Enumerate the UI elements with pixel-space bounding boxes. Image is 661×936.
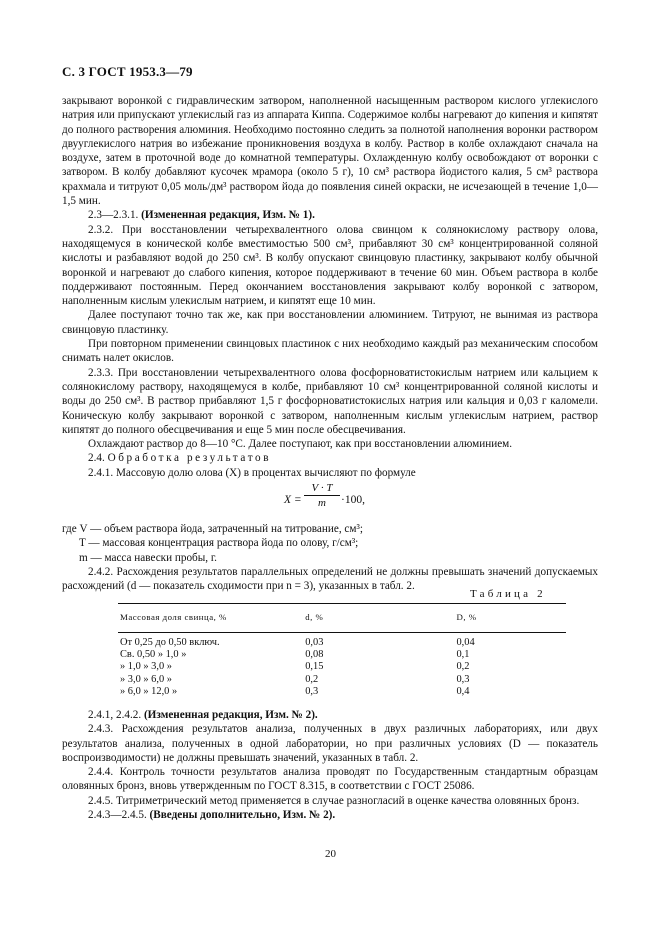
page-number: 20 xyxy=(325,848,336,860)
page-header: С. 3 ГОСТ 1953.3—79 xyxy=(62,64,193,79)
column-header-D: D, % xyxy=(456,604,566,633)
formula-lhs: X = xyxy=(284,494,302,507)
definition-line: где V — объем раствора йода, затраченный на титрование, см³; xyxy=(62,523,363,536)
section-heading-2-4 xyxy=(62,451,598,465)
amendment-note-1 xyxy=(62,208,598,222)
lower-text xyxy=(62,708,598,822)
table-row xyxy=(118,686,566,698)
table-cell: От 0,25 до 0,50 включ. xyxy=(120,637,220,648)
paragraph-2-3-3-b: Охлаждают раствор до 8—10 °С. Далее поступают, как при восстановлении алюминием. xyxy=(88,438,513,451)
amendment-note-3 xyxy=(62,808,598,822)
table-row xyxy=(118,649,566,661)
amendment-text: (Измененная редакция, Изм. № 2). xyxy=(143,709,318,721)
paragraph-2-3-2-b: Далее поступают точно так же, как при восстановлении алюминием. Титруют, не вынимая из раствора свинцовую пластинку. xyxy=(62,309,598,336)
amendment-number: 2.4.3—2.4.5. xyxy=(88,809,147,822)
formula-rhs: ·100, xyxy=(341,494,365,507)
table-cell: 0,08 xyxy=(305,649,324,661)
paragraph-2-3-2: 2.3.2. При восстановлении четырехвалентного олова свинцом к солянокислому раствору олова, находящемуся в конической колбе вместимостью 500 см³, прибавляют 30 см³ концентрированной соляной кислоты и разбавляют водой до 250 см³. В колбу опускают свинцовую пластинку, закрывают колбу обычной воронкой и нагревают до слабого кипения, которое поддерживают в течение 60 мин. Объем раствора в колбе поддерживают постоянным. Перед окончанием восстановления закрывают колбу воронкой с затвором, наполненным кислым улекислым натрием, и кипятят еще 10 мин. xyxy=(62,223,598,308)
definition-line: m — масса навески пробы, г. xyxy=(79,551,217,564)
table-cell: 0,3 xyxy=(305,685,319,697)
table-cell: 0,3 xyxy=(456,673,470,685)
paragraph-2-3-2-c: При повторном применении свинцовых пластинок с них необходимо каждый раз механическим способом снимать налет окислов. xyxy=(62,338,598,365)
paragraph-2-4-5: 2.4.5. Титриметрический метод применяется в случае разногласий в оценке качества оловянных бронз. xyxy=(88,794,580,807)
table-cell: » 3,0 » 6,0 » xyxy=(120,673,172,685)
paragraph-2-4-2: 2.4.2. Расхождения результатов параллельных определений не должны превышать значений допускаемых расхождений (d — показатель сходимости при n = 3), указанных в табл. 2. xyxy=(62,565,598,593)
paragraph-2-4-3: 2.4.3. Расхождения результатов анализа, полученных в двух различных лабораториях, или двух результатов анализа, полученных в одной лаборатории, но при различных условиях (D — показатель воспроизводимости) не должны превышать значений, указанных в табл. 2. xyxy=(62,723,598,764)
table-cell: 0,4 xyxy=(456,685,470,697)
table-cell: 0,03 xyxy=(305,637,324,648)
table-cell: 0,2 xyxy=(456,661,470,673)
formula-numerator: V · T xyxy=(304,482,340,496)
amendment-number: 2.4.1, 2.4.2. xyxy=(88,709,142,721)
table-cell: » 6,0 » 12,0 » xyxy=(120,685,178,697)
table-cell: 0,2 xyxy=(305,673,319,685)
main-text xyxy=(62,94,598,594)
formula-denominator: m xyxy=(318,497,326,510)
definition-line: T — массовая концентрация раствора йода по олову, г/см³; xyxy=(79,537,359,550)
table-cell: Св. 0,50 » 1,0 » xyxy=(120,649,187,661)
table-cell: 0,1 xyxy=(456,649,470,661)
section-number: 2.4. xyxy=(88,452,105,465)
section-title: Обработка результатов xyxy=(107,452,272,465)
paragraph-2-3-3: 2.3.3. При восстановлении четырехвалентного олова фосфорноватистокислым натрием или кальцием к солянокислому раствору, находящемуся в колбе, прибавляют 10 см³ концентрированной соляной кислоты и воды до 250 см³. В раствор прибавляют 1,5 г фосфорноватистокислых натрия или кальция и 0,03 г каломели. Коническую колбу закрывают воронкой с затвором, наполненным кислым углекислым натрием, раствор кипятят до полного обесцвечивания и еще 5 мин после обесцвечивания. xyxy=(62,366,598,436)
column-header-lead-fraction: Массовая доля свинца, % xyxy=(118,604,305,633)
paragraph-2-4-4: 2.4.4. Контроль точности результатов анализа проводят по Государственным стандартным образцам оловянных бронз, вновь утвержденным по ГОСТ 8.315, в соответствии с ГОСТ 25086. xyxy=(62,766,598,793)
formula xyxy=(62,480,598,522)
table-2 xyxy=(118,603,566,698)
paragraph-continuation: закрывают воронкой с гидравлическим затвором, наполненной насыщенным раствором кислого углекислого натрия или припускают углекислый газ из аппарата Киппа. Содержимое колбы нагревают до кипения и кипятят до полного растворения алюминия. Необходимо постоянно следить за полнотой наполнения воронки раствором двууглекислого натрия во избежание проникновения воздуха в колбу. Раствор в колбе охлаждают сначала на воздухе, затем в проточной воде до комнатной температуры. Охлажденную колбу освобождают от воронки с затвором. В колбу добавляют кусочек мрамора (около 5 г), 10 см³ раствора йодистого калия, 5 см³ раствора крахмала и титруют 0,05 моль/дм³ раствором йода до появления синей окраски, не исчезающей в течение 1,0—1,5 мин. xyxy=(62,95,598,208)
amendment-number: 2.3—2.3.1. xyxy=(88,209,139,222)
amendment-text: (Введены дополнительно, Изм. № 2). xyxy=(149,809,336,822)
paragraph-2-4-1: 2.4.1. Массовую долю олова (X) в процентах вычисляют по формуле xyxy=(88,466,416,479)
table-cell: » 1,0 » 3,0 » xyxy=(120,661,172,673)
amendment-text: (Измененная редакция, Изм. № 1). xyxy=(141,209,315,222)
column-header-d: d, % xyxy=(305,604,456,633)
amendment-note-2 xyxy=(62,708,598,722)
table-cell: 0,15 xyxy=(305,661,324,673)
table-cell: 0,04 xyxy=(456,637,475,648)
formula-definitions xyxy=(62,522,598,565)
table-header-row xyxy=(118,604,566,633)
formula-fraction xyxy=(304,482,340,510)
table-row xyxy=(118,661,566,673)
table-row xyxy=(118,674,566,686)
table-caption: Таблица 2 xyxy=(470,588,546,600)
table-row xyxy=(118,633,566,650)
